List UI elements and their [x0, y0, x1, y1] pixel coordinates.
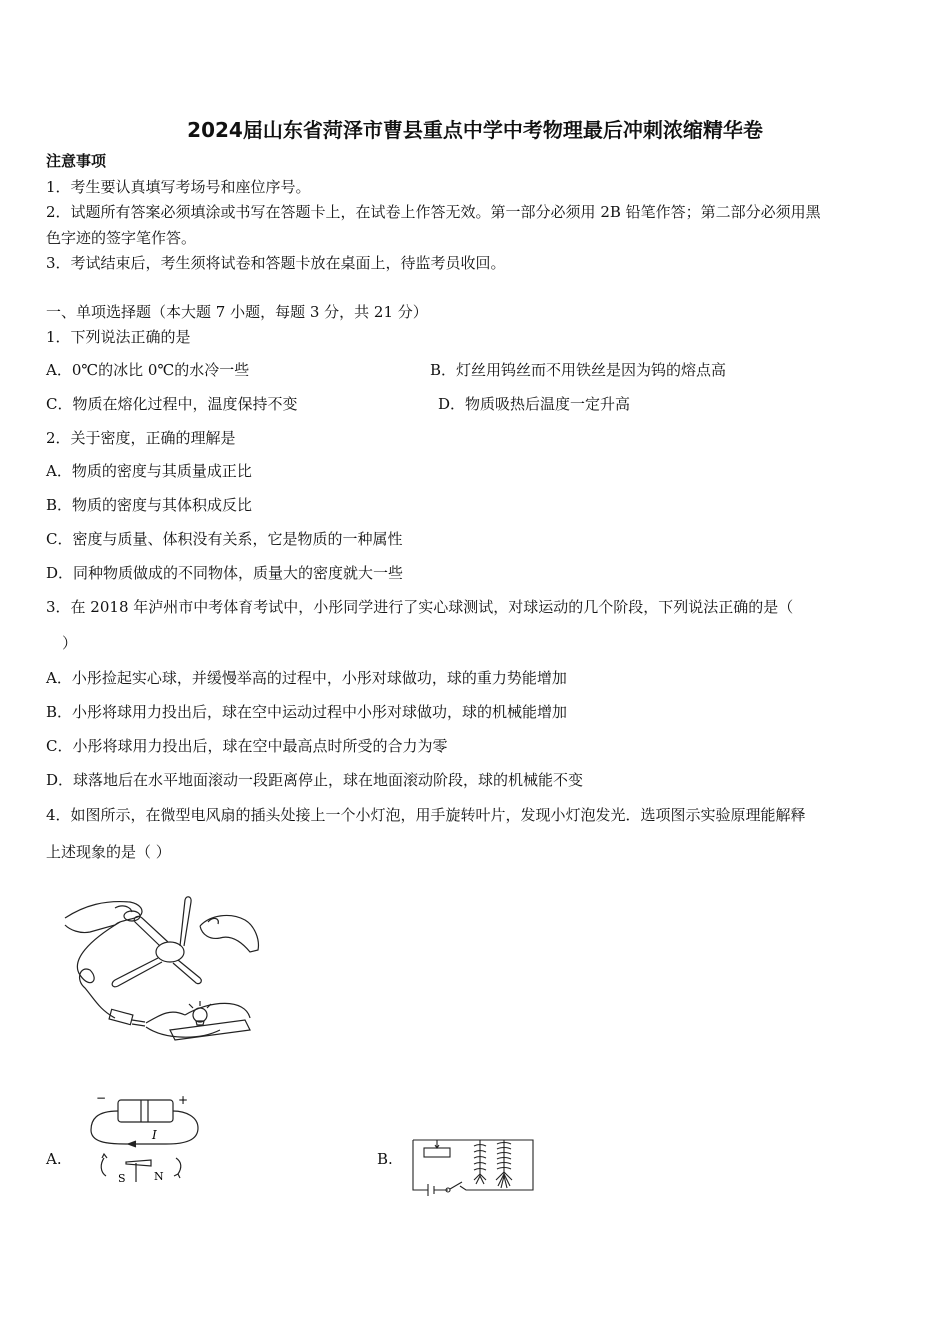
fan-bulb-figure	[60, 890, 270, 1050]
question-4-option-b-label: B.	[377, 1150, 393, 1168]
question-3-stem: 3．在 2018 年泸州市中考体育考试中，小彤同学进行了实心球测试，对球运动的几个阶段，下列说法正确的是（	[46, 598, 794, 616]
question-3-stem-cont: ）	[62, 634, 78, 652]
section-heading: 一、单项选择题（本大题 7 小题，每题 3 分，共 21 分）	[46, 303, 428, 321]
question-2-stem: 2．关于密度，正确的理解是	[46, 429, 236, 447]
question-2-option-d: D．同种物质做成的不同物体，质量大的密度就大一些	[46, 564, 404, 582]
option-b-figure	[408, 1128, 538, 1206]
page-title: 2024届山东省菏泽市曹县重点中学中考物理最后冲刺浓缩精华卷	[187, 118, 763, 142]
question-1-stem: 1．下列说法正确的是	[46, 328, 191, 346]
notice-item: 色字迹的签字笔作答。	[46, 229, 197, 247]
question-1-option-d: D．物质吸热后温度一定升高	[438, 395, 631, 413]
south-label: S	[118, 1172, 126, 1185]
question-3-option-a: A．小彤捡起实心球，并缓慢举高的过程中，小彤对球做功，球的重力势能增加	[46, 669, 567, 687]
notice-heading: 注意事项	[46, 152, 107, 170]
question-4-stem-cont: 上述现象的是（ ）	[46, 843, 171, 861]
plus-sign: +	[178, 1093, 189, 1107]
notice-item: 3．考试结束后，考生须将试卷和答题卡放在桌面上，待监考员收回。	[46, 254, 506, 272]
question-2-option-b: B．物质的密度与其体积成反比	[46, 496, 253, 514]
question-2-option-c: C．密度与质量、体积没有关系，它是物质的一种属性	[46, 530, 403, 548]
question-2-option-a: A．物质的密度与其质量成正比	[46, 462, 252, 480]
north-label: N	[154, 1170, 164, 1183]
question-4-stem: 4．如图所示，在微型电风扇的插头处接上一个小灯泡，用手旋转叶片，发现小灯泡发光．选项图示实验原理能解释	[46, 806, 806, 824]
notice-item: 2．试题所有答案必须填涂或书写在答题卡上，在试卷上作答无效。第一部分必须用 2B 铅笔作答；第二部分必须用黑	[46, 203, 821, 221]
question-3-option-b: B．小彤将球用力投出后，球在空中运动过程中小彤对球做功，球的机械能增加	[46, 703, 568, 721]
question-1-option-a: A．0℃的冰比 0℃的水冷一些	[46, 361, 250, 379]
question-1-option-c: C．物质在熔化过程中，温度保持不变	[46, 395, 298, 413]
solenoid-coil	[118, 1100, 173, 1122]
question-3-option-c: C．小彤将球用力投出后，球在空中最高点时所受的合力为零	[46, 737, 448, 755]
notice-item: 1．考生要认真填写考场号和座位序号。	[46, 178, 311, 196]
current-label: I	[152, 1128, 157, 1142]
question-3-option-d: D．球落地后在水平地面滚动一段距离停止，球在地面滚动阶段，球的机械能不变	[46, 771, 584, 789]
question-4-option-a-label: A.	[46, 1150, 62, 1168]
minus-sign: −	[96, 1091, 107, 1105]
question-1-option-b: B．灯丝用钨丝而不用铁丝是因为钨的熔点高	[430, 361, 727, 379]
option-a-figure	[86, 1092, 211, 1192]
